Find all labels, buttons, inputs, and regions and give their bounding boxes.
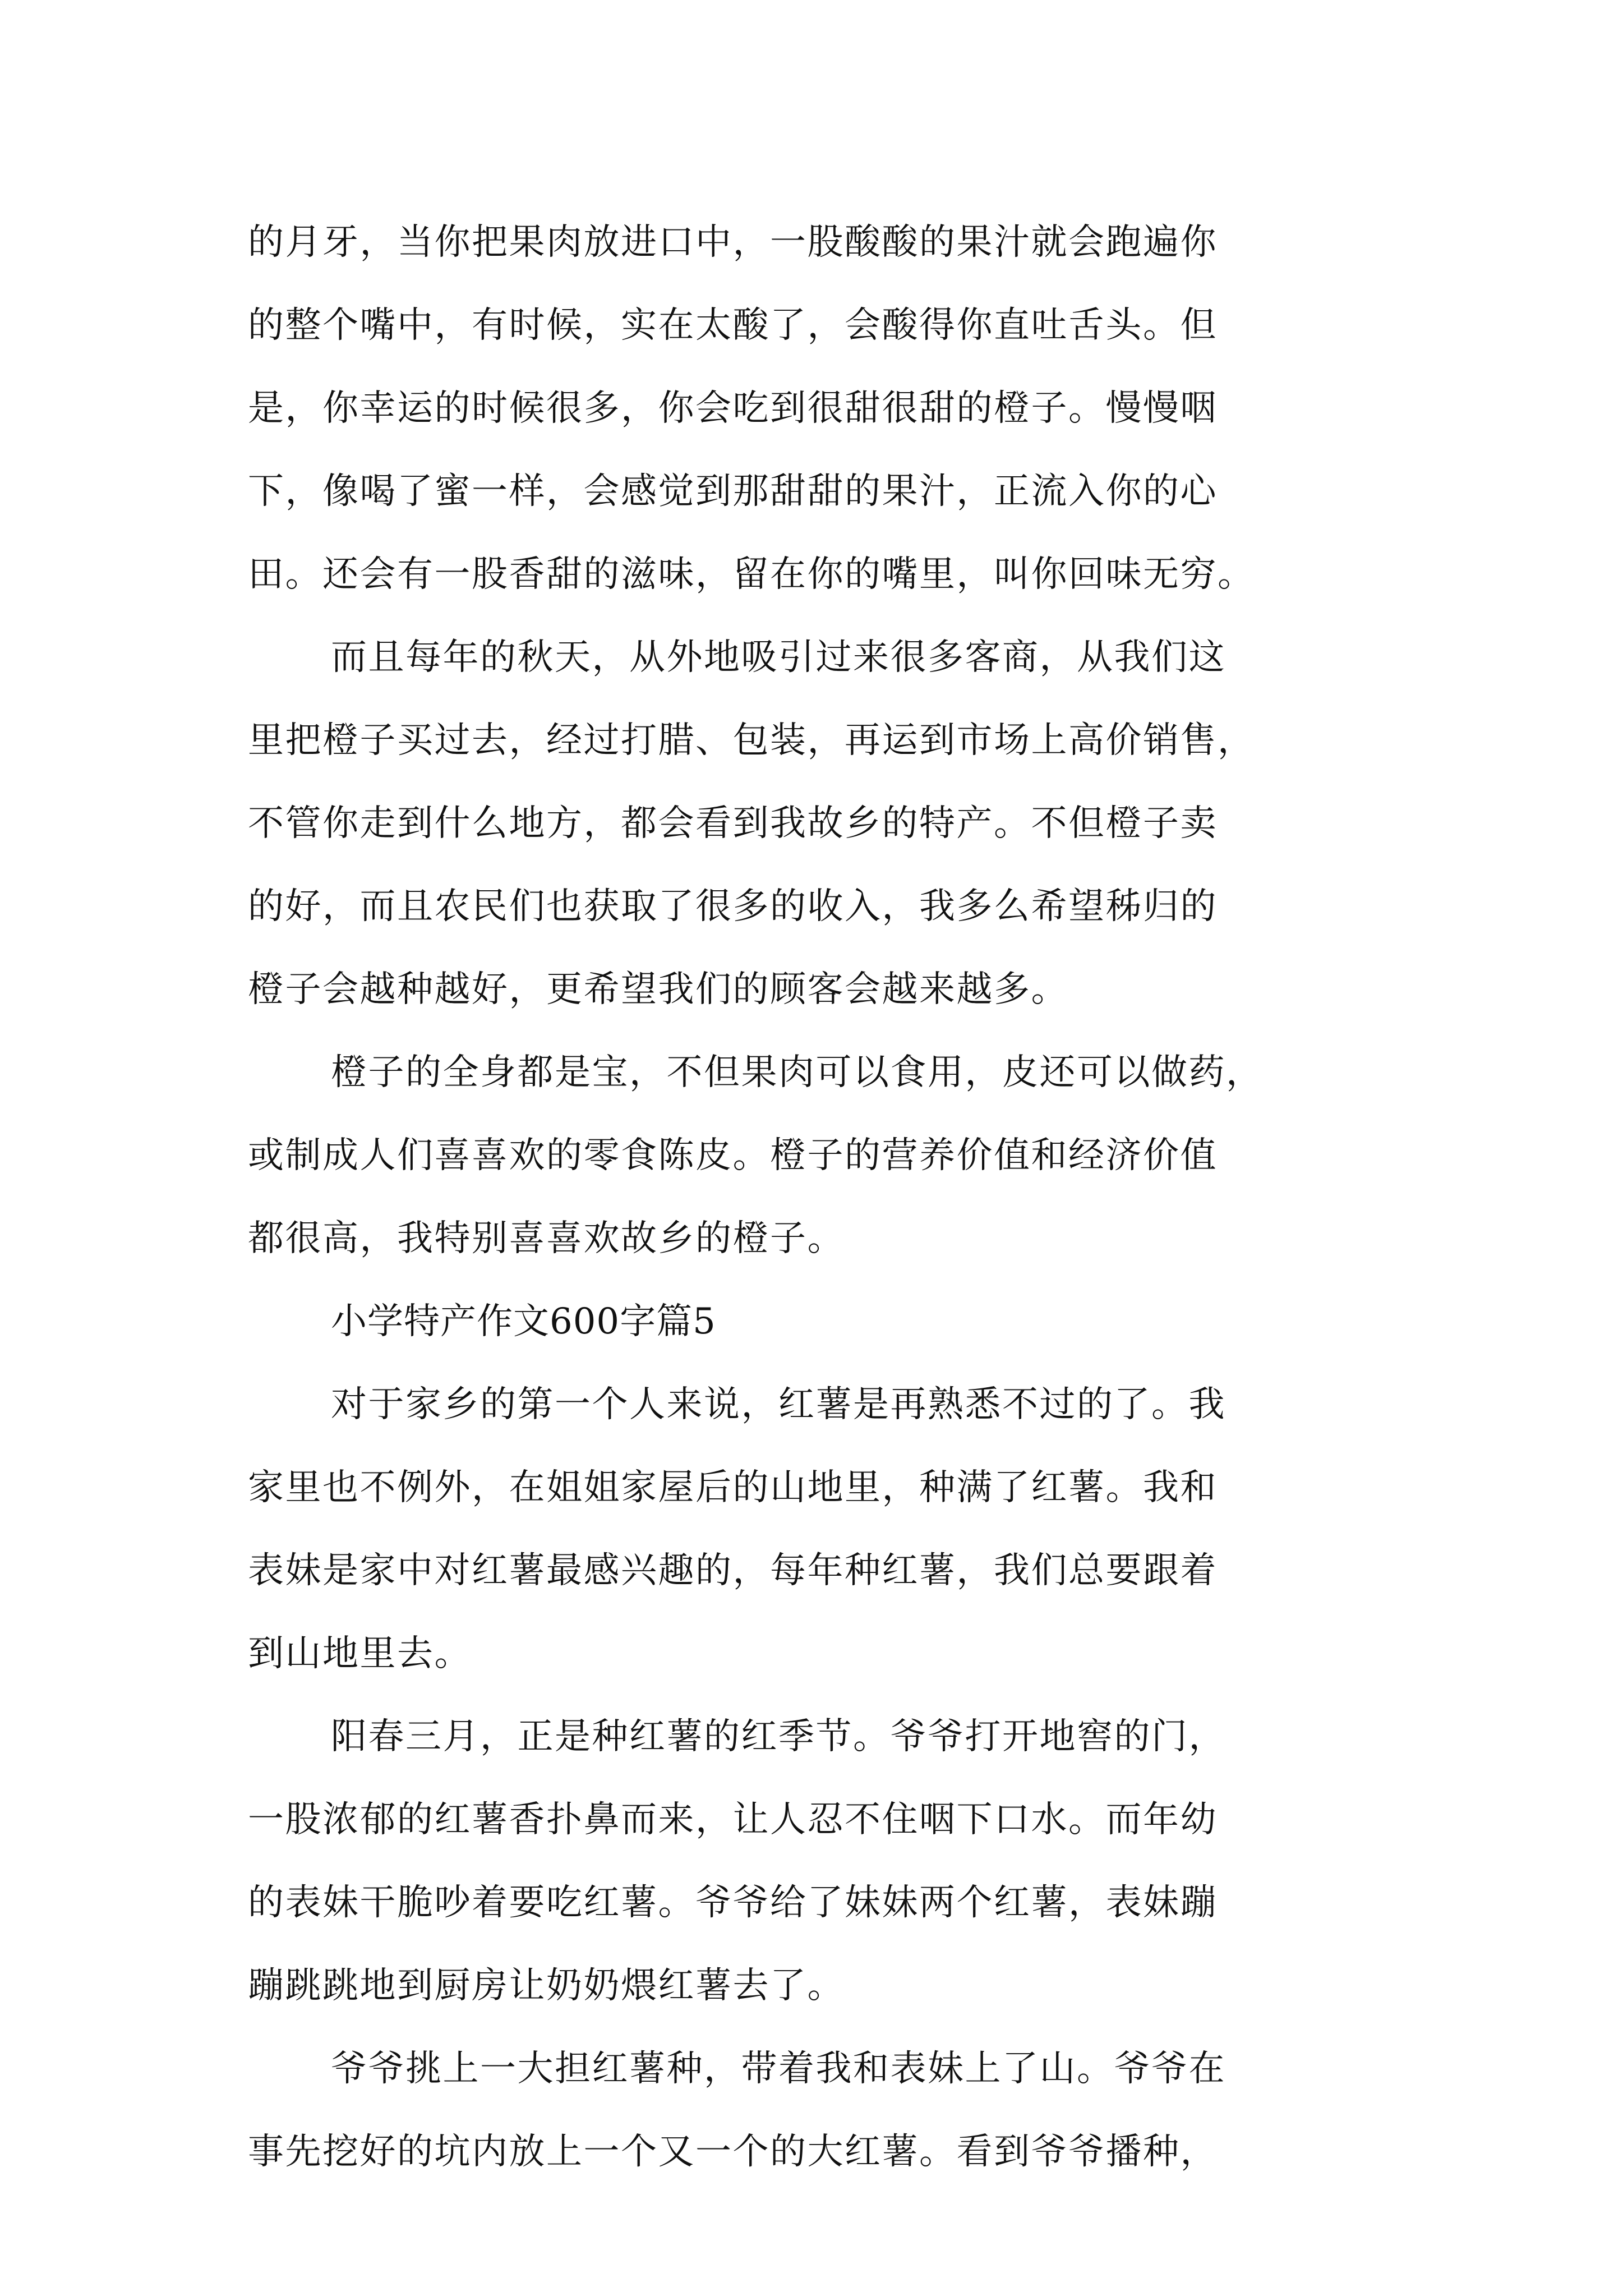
text-line: 下，像喝了蜜一样，会感觉到那甜甜的果汁，正流入你的心 <box>248 471 1218 512</box>
text-line: 的表妹干脆吵着要吃红薯。爷爷给了妹妹两个红薯，表妹蹦 <box>248 1882 1218 1924</box>
text-line: 家里也不例外，在姐姐家屋后的山地里，种满了红薯。我和 <box>248 1467 1218 1508</box>
paragraph-first-line: 橙子的全身都是宝，不但果肉可以食用，皮还可以做药， <box>331 1052 1264 1093</box>
text-line: 事先挖好的坑内放上一个又一个的大红薯。看到爷爷播种， <box>248 2131 1218 2173</box>
text-line: 蹦跳跳地到厨房让奶奶煨红薯去了。 <box>248 1965 845 2007</box>
text-line: 或制成人们喜喜欢的零食陈皮。橙子的营养价值和经济价值 <box>248 1135 1218 1176</box>
text-line: 到山地里去。 <box>248 1633 472 1674</box>
paragraph-first-line: 阳春三月，正是种红薯的红季节。爷爷打开地窖的门， <box>331 1716 1226 1757</box>
text-line: 不管你走到什么地方，都会看到我故乡的特产。不但橙子卖 <box>248 803 1218 844</box>
text-line: 的月牙，当你把果肉放进口中，一股酸酸的果汁就会跑遍你 <box>248 222 1218 263</box>
text-line: 田。还会有一股香甜的滋味，留在你的嘴里，叫你回味无穷。 <box>248 554 1255 595</box>
text-line: 一股浓郁的红薯香扑鼻而来，让人忍不住咽下口水。而年幼 <box>248 1799 1218 1841</box>
text-line: 都很高，我特别喜喜欢故乡的橙子。 <box>248 1218 845 1259</box>
section-heading: 小学特产作文600字篇5 <box>331 1301 716 1342</box>
essay-body <box>248 201 1375 2193</box>
paragraph-first-line: 对于家乡的第一个人来说，红薯是再熟悉不过的了。我 <box>331 1384 1226 1425</box>
text-line: 的好，而且农民们也获取了很多的收入，我多么希望秭归的 <box>248 886 1218 927</box>
paragraph-first-line: 而且每年的秋天，从外地吸引过来很多客商，从我们这 <box>331 637 1226 678</box>
text-line: 橙子会越种越好，更希望我们的顾客会越来越多。 <box>248 969 1068 1010</box>
text-line: 里把橙子买过去，经过打腊、包装，再运到市场上高价销售， <box>248 720 1255 761</box>
text-line: 表妹是家中对红薯最感兴趣的，每年种红薯，我们总要跟着 <box>248 1550 1218 1591</box>
paragraph-first-line: 爷爷挑上一大担红薯种，带着我和表妹上了山。爷爷在 <box>331 2048 1226 2090</box>
text-line: 的整个嘴中，有时候，实在太酸了，会酸得你直吐舌头。但 <box>248 305 1218 346</box>
text-line: 是，你幸运的时候很多，你会吃到很甜很甜的橙子。慢慢咽 <box>248 388 1218 429</box>
